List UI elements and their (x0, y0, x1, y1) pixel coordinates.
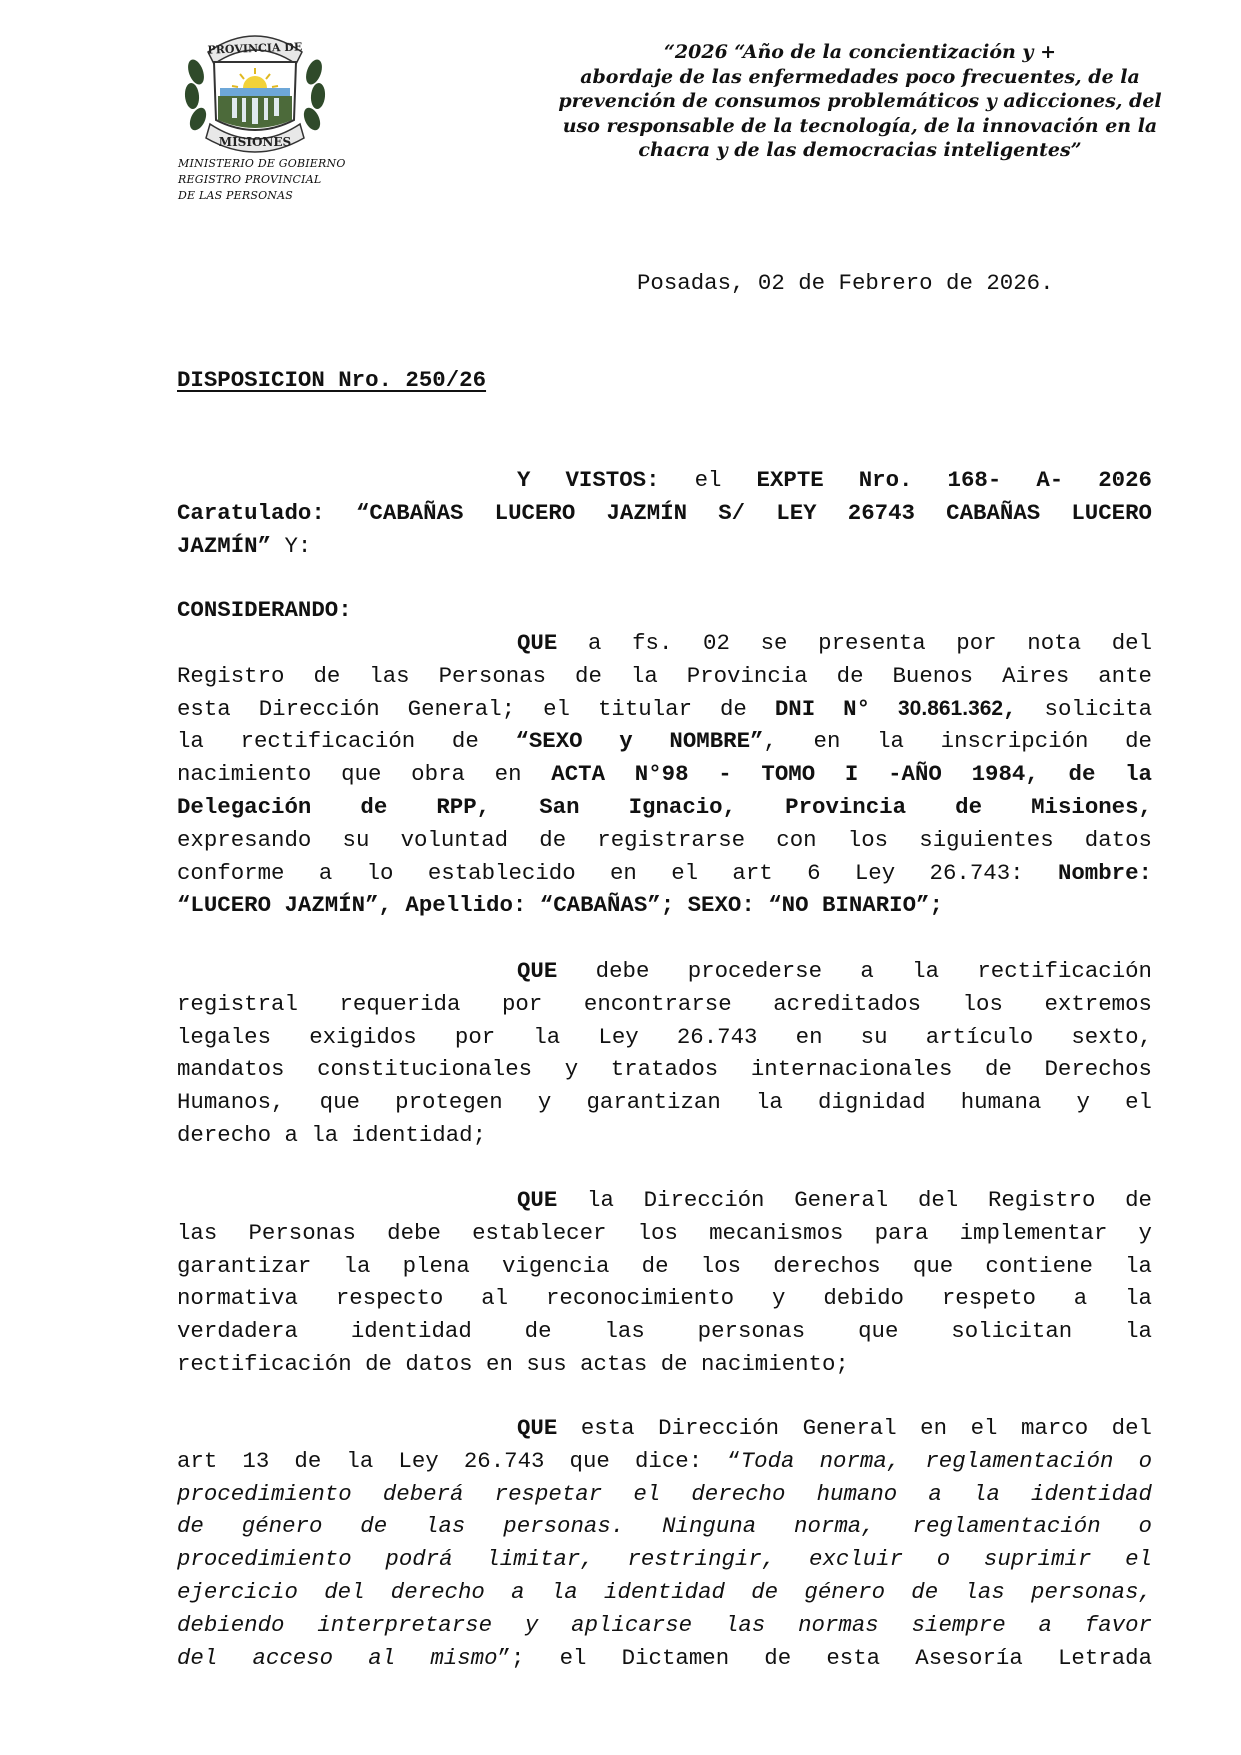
paragraph-line: normativa respecto al reconocimiento y debido respeto a la (177, 1285, 1152, 1312)
paragraph-line: debiendo interpretarse y aplicarse las normas siempre a favor (177, 1611, 1152, 1638)
paragraph-line: procedimiento podrá limitar, restringir, excluir o suprimir el (177, 1546, 1152, 1573)
document-date: Posadas, 02 de Febrero de 2026. (637, 270, 1054, 296)
paragraph-line: esta Dirección General; el titular de DNI N° 30.861.362, solicita (177, 695, 1153, 722)
paragraph-line: derecho a la identidad; (177, 1121, 487, 1148)
paragraph-3 (177, 1184, 1152, 1381)
paragraph-line: rectificación de datos en sus actas de nacimiento; (177, 1350, 849, 1377)
motto-line: chacra y de las democracias inteligentes” (638, 139, 1082, 161)
paragraph-line: garantizar la plena vigencia de los derechos que contiene la (177, 1252, 1152, 1279)
paragraph-line: art 13 de la Ley 26.743 que dice: “Toda norma, reglamentación o (177, 1447, 1152, 1474)
vistos-line: JAZMÍN” Y: (177, 532, 312, 559)
ministry-line: DE LAS PERSONAS (178, 189, 293, 202)
paragraph-line: registral requerida por encontrarse acreditados los extremos (177, 990, 1152, 1017)
paragraph-line: la rectificación de “SEXO y NOMBRE”, en la inscripción de (177, 728, 1152, 755)
paragraph-line: conforme a lo establecido en el art 6 Ley 26.743: Nombre: (177, 859, 1152, 886)
vistos-line: Caratulado: “CABAÑAS LUCERO JAZMÍN S/ LEY 26743 CABAÑAS LUCERO (177, 499, 1152, 526)
considerando-label: CONSIDERANDO: (177, 597, 352, 623)
paragraph-line: QUE debe procederse a la rectificación (517, 958, 1152, 984)
paragraph-1 (177, 627, 1152, 922)
paragraph-2 (177, 955, 1152, 1152)
disposition-title: DISPOSICION Nro. 250/26 (177, 367, 487, 393)
vistos-line: Y VISTOS: el EXPTE Nro. 168- A- 2026 (517, 467, 1152, 493)
paragraph-line: QUE a fs. 02 se presenta por nota del (517, 630, 1152, 656)
paragraph-line: Humanos, que protegen y garantizan la dignidad humana y el (177, 1089, 1152, 1116)
ministry-line: REGISTRO PROVINCIAL (178, 173, 322, 186)
motto-line: “2026 “Año de la concientización y + (663, 41, 1056, 63)
year-motto (530, 40, 1190, 163)
paragraph-4 (177, 1412, 1152, 1674)
paragraph-line: expresando su voluntad de registrarse con los siguientes datos (177, 826, 1152, 853)
vistos-section (177, 464, 1152, 562)
paragraph-line: mandatos constitucionales y tratados internacionales de Derechos (177, 1056, 1152, 1083)
paragraph-line: QUE esta Dirección General en el marco del (517, 1415, 1152, 1441)
paragraph-line: legales exigidos por la Ley 26.743 en su artículo sexto, (177, 1023, 1152, 1050)
paragraph-line: ejercicio del derecho a la identidad de género de las personas, (177, 1578, 1152, 1605)
paragraph-line: nacimiento que obra en ACTA N°98 - TOMO I -AÑO 1984, de la (177, 761, 1152, 788)
svg-text:PROVINCIA DE: PROVINCIA DE (207, 40, 303, 57)
motto-line: abordaje de las enfermedades poco frecuentes, de la (580, 65, 1140, 88)
paragraph-line: del acceso al mismo”; el Dictamen de esta Asesoría Letrada (177, 1644, 1153, 1671)
ministry-block (178, 156, 346, 204)
paragraph-line: las Personas debe establecer los mecanismos para implementar y (177, 1219, 1152, 1246)
paragraph-line: Registro de las Personas de la Provincia de Buenos Aires ante (177, 662, 1152, 689)
paragraph-line: Delegación de RPP, San Ignacio, Provincia de Misiones, (177, 793, 1152, 820)
motto-line: prevención de consumos problemáticos y adicciones, del (558, 90, 1162, 112)
paragraph-line: “LUCERO JAZMÍN”, Apellido: “CABAÑAS”; SEXO: “NO BINARIO”; (177, 892, 943, 919)
ministry-line: MINISTERIO DE GOBIERNO (178, 157, 346, 170)
svg-text:MISIONES: MISIONES (218, 135, 292, 149)
provincia-misiones-seal (180, 24, 330, 154)
paragraph-line: QUE la Dirección General del Registro de (517, 1187, 1152, 1213)
considerando-heading (177, 594, 1152, 627)
paragraph-line: de género de las personas. Ninguna norma, reglamentación o (177, 1513, 1152, 1540)
motto-line: uso responsable de la tecnología, de la innovación en la (562, 114, 1158, 137)
paragraph-line: verdadera identidad de las personas que solicitan la (177, 1318, 1152, 1345)
paragraph-line: procedimiento deberá respetar el derecho humano a la identidad (177, 1480, 1152, 1507)
